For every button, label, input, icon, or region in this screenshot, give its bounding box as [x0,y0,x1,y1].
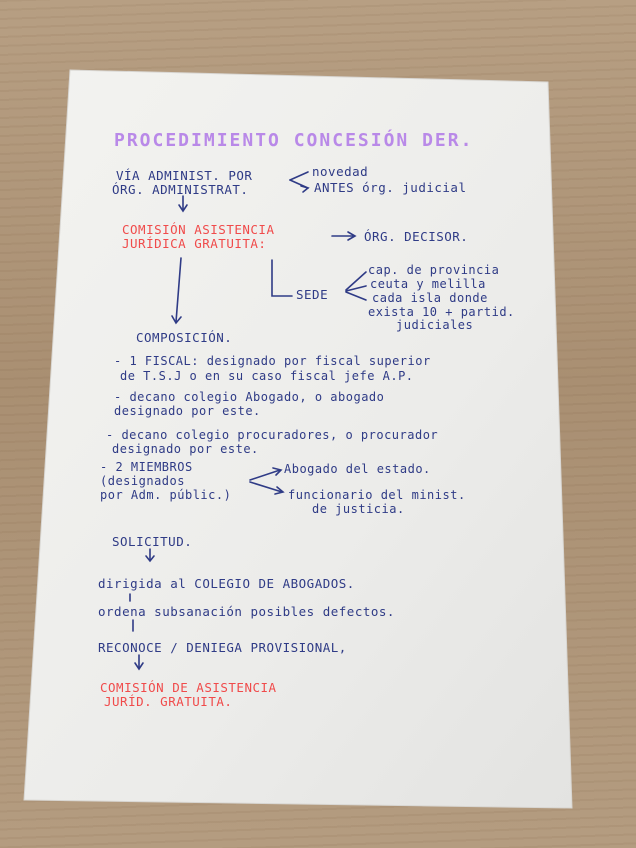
page-title: PROCEDIMIENTO CONCESIÓN DER. [114,130,474,151]
final-line-1: COMISIÓN DE ASISTENCIA [100,680,277,695]
decano-abogados-line-1: - decano colegio Abogado, o abogado [114,390,385,404]
fiscal-line-1: - 1 FISCAL: designado por fiscal superior [114,354,431,368]
antes-text: ANTES órg. judicial [314,180,467,195]
composicion-heading: COMPOSICIÓN. [136,330,233,345]
miembros-line-3: por Adm. públic.) [100,488,232,502]
sede-item: cada isla donde [372,291,488,305]
final-line-2: JURÍD. GRATUITA. [104,694,233,709]
miembros-line-2: (designados [100,474,185,488]
via-line-2: ÓRG. ADMINISTRAT. [112,182,249,197]
solicitud-heading: SOLICITUD. [112,534,193,549]
sede-item: cap. de provincia [368,263,500,277]
sede-item: exista 10 + partid. [368,305,515,319]
comision-line-2: JURÍDICA GRATUITA: [122,236,267,251]
funcionario-line-1: funcionario del minist. [288,488,466,502]
comision-line-1: COMISIÓN ASISTENCIA [122,222,275,237]
funcionario-line-2: de justicia. [312,502,405,516]
dirigida-text: dirigida al COLEGIO DE ABOGADOS. [98,576,355,591]
sede-item: judiciales [396,318,474,332]
ordena-text: ordena subsanación posibles defectos. [98,604,395,619]
novedad-text: novedad [312,164,369,179]
organo-decisor: ÓRG. DECISOR. [364,229,469,244]
fiscal-line-2: de T.S.J o en su caso fiscal jefe A.P. [120,369,414,383]
abogado-estado: Abogado del estado. [284,462,431,476]
sede-label: SEDE [296,287,329,302]
decano-procuradores-line-2: designado por este. [112,442,259,456]
reconoce-text: RECONOCE / DENIEGA PROVISIONAL, [98,640,347,655]
decano-procuradores-line-1: - decano colegio procuradores, o procurador [106,428,439,442]
decano-abogados-line-2: designado por este. [114,404,261,418]
sede-item: ceuta y melilla [370,277,486,291]
via-line-1: VÍA ADMINIST. POR [116,168,253,183]
miembros-line-1: - 2 MIEMBROS [100,460,193,474]
